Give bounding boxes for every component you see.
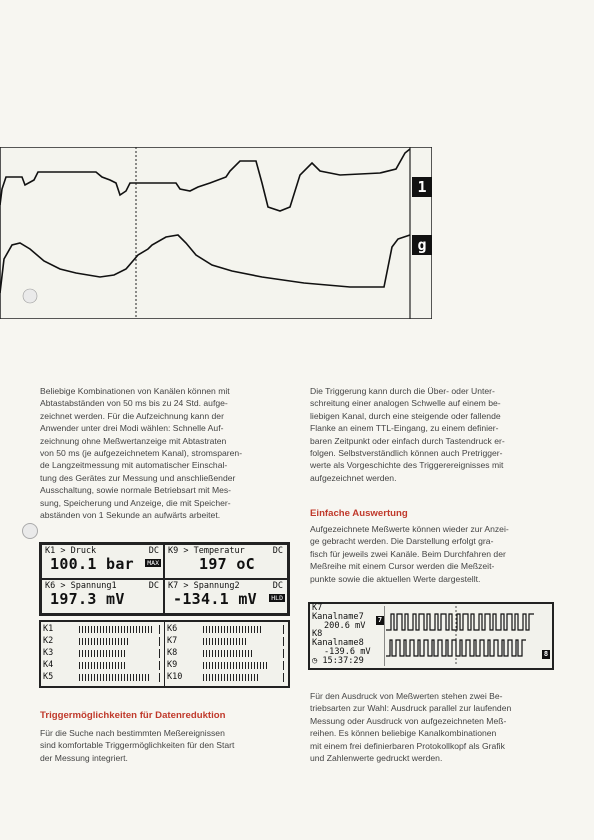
bar-row xyxy=(165,672,287,683)
text-line: sung, Speicherung und Anzeige, die mit Speicher- xyxy=(40,497,231,508)
text-line: Abtastabständen von 50 ms bis zu 24 Std. aufge- xyxy=(40,398,228,409)
waveform-channel-b xyxy=(386,640,526,656)
bar-row xyxy=(165,636,287,647)
bar-limit-tick xyxy=(159,637,160,646)
bar-row xyxy=(41,624,163,635)
bar-fill xyxy=(79,638,129,645)
channel-a-id: K7 xyxy=(312,603,323,613)
text-line: baren Zeitpunkt oder einfach durch Tastendruck er- xyxy=(310,435,505,446)
oscilloscope-traces xyxy=(0,147,432,319)
text-line: Die Triggerung kann durch die Über- oder Unter- xyxy=(310,386,495,396)
text-line: reihen. Es können beliebige Kanalkombinationen xyxy=(310,728,497,739)
text-line: triebsarten zur Wahl: Ausdruck parallel zur laufenden xyxy=(310,703,512,714)
display-cell xyxy=(41,544,164,579)
bargraph-left xyxy=(41,624,163,684)
bargraph-right xyxy=(165,624,287,684)
bar-label: K10 xyxy=(167,672,183,682)
bar-row xyxy=(165,624,287,635)
time-readout xyxy=(312,657,376,666)
bar-row xyxy=(165,648,287,659)
text-line: Anwender unter drei Modi wählen: Schnelle Auf- xyxy=(40,423,224,434)
bar-fill xyxy=(203,662,267,669)
bar-label: K5 xyxy=(43,672,54,682)
hole-punch xyxy=(22,523,38,539)
cell-header: K7 > Spannung2 xyxy=(168,581,240,591)
cell-coupling: DC xyxy=(272,546,283,556)
text-line: punkte sowie die aktuellen Werte dargestellt. xyxy=(310,573,481,584)
bar-limit-tick xyxy=(283,637,284,646)
intro-paragraph xyxy=(40,385,290,521)
logic-waveforms xyxy=(384,606,542,666)
bar-label: K6 xyxy=(167,624,178,634)
channel-b-name: Kanalname8 xyxy=(312,638,364,649)
text-line: sind komfortable Triggermöglichkeiten für den Start xyxy=(40,740,235,751)
evaluation-heading: Einfache Auswertung xyxy=(310,508,408,519)
text-line: Aufgezeichnete Meßwerte können wieder zur Anzei- xyxy=(310,524,509,534)
bar-label: K4 xyxy=(43,660,54,670)
bar-limit-tick xyxy=(159,673,160,682)
oscilloscope-screen xyxy=(0,147,432,319)
time-value: 15:37:29 xyxy=(322,655,364,666)
bar-label: K3 xyxy=(43,648,54,658)
text-line: werte als Vorgeschichte des Triggerereignisses mit xyxy=(310,460,504,471)
hold-badge: HLD xyxy=(271,594,283,602)
text-line: von 50 ms (je aufgezeichnetem Kanal), stromsparen- xyxy=(40,448,243,459)
channel-a-name: Kanalname7 xyxy=(312,611,364,622)
evaluation-paragraph xyxy=(310,523,560,585)
text-line: zeichnet werden. Für die Aufzeichnung kann der xyxy=(40,410,224,421)
trigger-paragraph xyxy=(40,727,290,764)
cell-coupling: DC xyxy=(272,581,283,591)
text-line: der Messung integriert. xyxy=(40,752,128,763)
text-line: zeichnung ohne Meßwertanzeige mit Abtastraten xyxy=(40,435,227,446)
bar-label: K2 xyxy=(43,636,54,646)
bar-fill xyxy=(203,626,263,633)
bar-limit-tick xyxy=(159,625,160,634)
text-line: Ausschaltung, sowie normale Betriebsart mit Mes- xyxy=(40,485,232,496)
cell-header: K9 > Temperatur xyxy=(168,546,245,556)
bar-limit-tick xyxy=(283,625,284,634)
text-line: tung des Gerätes zur Messung und anschließender xyxy=(40,472,236,483)
text-line: Für die Suche nach bestimmten Meßereignissen xyxy=(40,728,225,738)
channel-a-marker: 7 xyxy=(377,616,383,624)
bar-limit-tick xyxy=(283,673,284,682)
cell-value: 197.3 mV xyxy=(50,590,125,608)
text-line: de Langzeitmessung mit automatischer Einschal- xyxy=(40,460,228,471)
text-line: folgen. Selbstverständlich können auch Pretrigger- xyxy=(310,448,503,459)
display-cell xyxy=(41,579,164,614)
bar-row xyxy=(41,660,163,671)
text-line: Messung oder Ausdruck von aufgezeichneten Meß- xyxy=(310,715,507,726)
cell-coupling: DC xyxy=(148,581,159,591)
channel-b-id: K8 xyxy=(312,629,323,640)
hole-punch xyxy=(23,289,37,303)
waveform-channel-a xyxy=(386,614,534,630)
channel-b-value: -139.6 mV xyxy=(324,646,371,657)
text-line: Flanke an einem TTL-Eingang, zu einem definier- xyxy=(310,423,499,434)
bar-limit-tick xyxy=(283,649,284,658)
bar-row xyxy=(165,660,287,671)
cell-value: -134.1 mV xyxy=(173,590,257,608)
text-line: abständen von 1 Sekunde an aufwärts arbeitet. xyxy=(40,510,221,521)
text-line: Für den Ausdruck von Meßwerten stehen zwei Be- xyxy=(310,691,503,701)
bar-limit-tick xyxy=(159,649,160,658)
logic-display xyxy=(308,602,554,670)
text-line: Meßreihe mit einem Cursor werden die Meßzeit- xyxy=(310,561,495,572)
clock-icon: ◷ xyxy=(312,655,318,666)
trigger-heading: Triggermöglichkeiten für Datenreduktion xyxy=(40,710,226,721)
bar-limit-tick xyxy=(283,661,284,670)
max-badge: MAX xyxy=(147,559,159,567)
cell-coupling: DC xyxy=(148,546,159,556)
text-line: mit einem frei definierbaren Protokollkopf als Grafik xyxy=(310,740,505,751)
bar-row xyxy=(41,672,163,683)
bargraph-display xyxy=(39,620,290,688)
bar-fill xyxy=(203,638,247,645)
print-paragraph xyxy=(310,690,560,764)
text-line: ge gebracht werden. Die Darstellung erfolgt gra- xyxy=(310,536,494,547)
bar-label: K1 xyxy=(43,624,54,634)
cell-header: K6 > Spannung1 xyxy=(45,581,117,591)
bar-fill xyxy=(203,650,253,657)
bar-fill xyxy=(203,674,259,681)
text-line: liebigen Kanal, durch eine steigende oder fallende xyxy=(310,410,501,421)
text-line: fisch für jeweils zwei Kanäle. Beim Durchfahren der xyxy=(310,548,506,559)
trigger-detail-paragraph xyxy=(310,385,560,484)
bar-fill xyxy=(79,662,125,669)
channel-a-value: 200.6 mV xyxy=(324,620,366,631)
bar-limit-tick xyxy=(159,661,160,670)
display-cell xyxy=(164,544,288,579)
text-line: und Zahlenwerte gedruckt werden. xyxy=(310,753,443,764)
cell-value: 197 oC xyxy=(199,555,255,573)
bar-label: K7 xyxy=(167,636,178,646)
bar-fill xyxy=(79,650,127,657)
text-line: aufgezeichnet werden. xyxy=(310,472,397,483)
channel-2-marker: g xyxy=(412,235,432,255)
cell-value: 100.1 bar xyxy=(50,555,134,573)
bar-fill xyxy=(79,626,153,633)
logic-readout xyxy=(312,604,376,666)
bar-row xyxy=(41,636,163,647)
bar-label: K8 xyxy=(167,648,178,658)
cell-header: K1 > Druck xyxy=(45,546,97,556)
bar-label: K9 xyxy=(167,660,178,670)
numeric-display xyxy=(39,542,290,616)
text-line: Beliebige Kombinationen von Kanälen können mit xyxy=(40,386,230,396)
bar-fill xyxy=(79,674,151,681)
channel-b-marker: 8 xyxy=(543,650,549,658)
channel-1-marker: 1 xyxy=(412,177,432,197)
text-line: schreitung einer analogen Schwelle auf einem be- xyxy=(310,398,501,409)
display-cell xyxy=(164,579,288,614)
bar-row xyxy=(41,648,163,659)
